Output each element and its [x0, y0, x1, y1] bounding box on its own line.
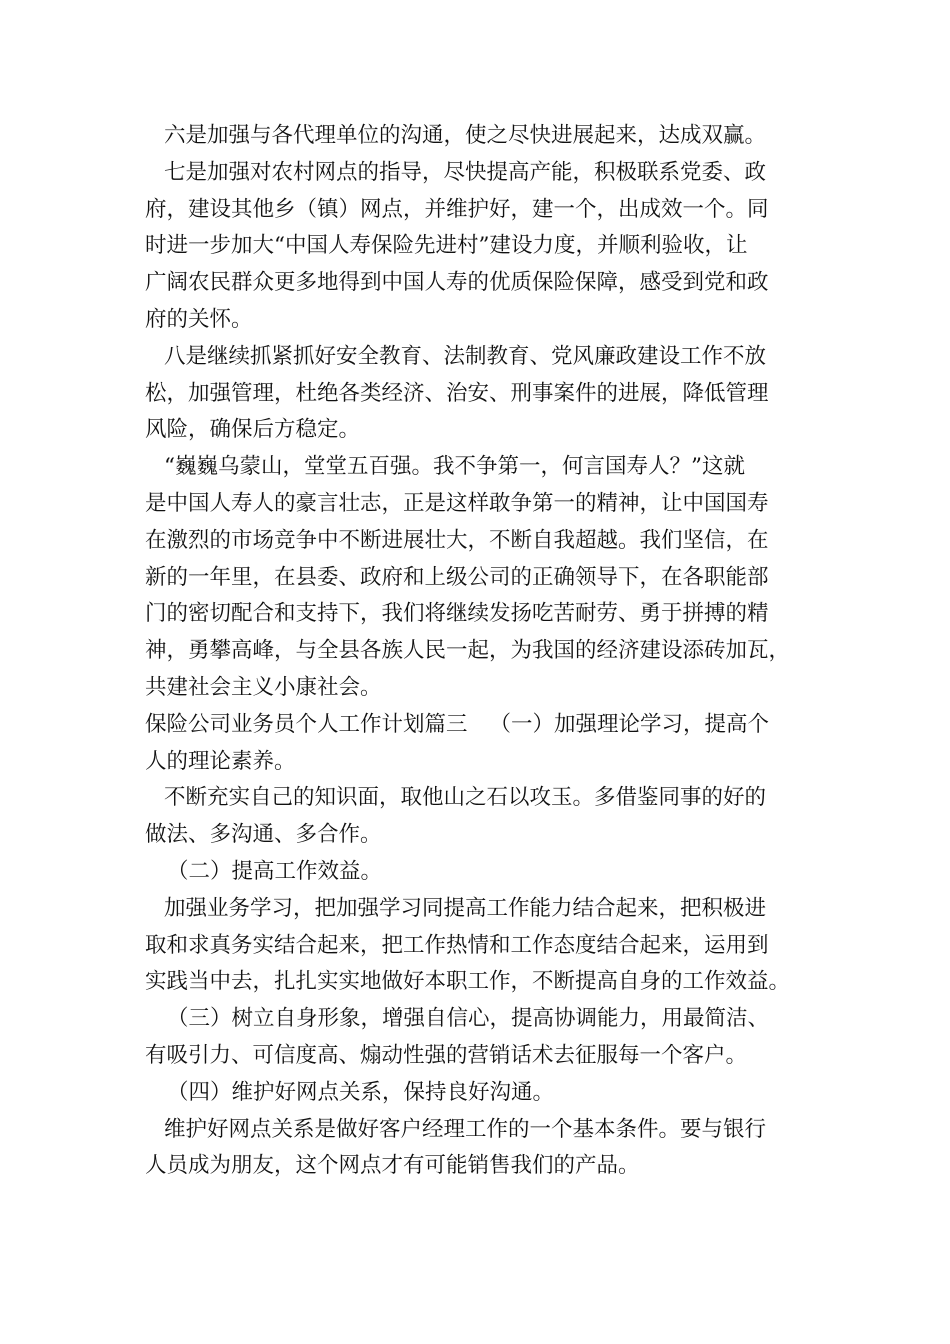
document-body [145, 118, 815, 1185]
paragraph-line: 是中国人寿人的豪言壮志，正是这样敢争第一的精神，让中国国寿 [145, 490, 769, 516]
subsection-heading: （一）加强理论学习，提高个 [489, 711, 770, 737]
section-title: 保险公司业务员个人工作计划篇三 [145, 711, 468, 737]
paragraph-line: 风险，确保后方稳定。 [145, 417, 361, 443]
subsection-heading: （四）维护好网点关系，保持良好沟通。 [167, 1079, 555, 1105]
paragraph-line: 松，加强管理，杜绝各类经济、治安、刑事案件的进展，降低管理 [145, 380, 769, 406]
paragraph-line: 维护好网点关系是做好客户经理工作的一个基本条件。要与银行 [164, 1116, 767, 1142]
section-heading-line [145, 707, 815, 744]
paragraph-line: 实践当中去，扎扎实实地做好本职工作，不断提高自身的工作效益。 [145, 969, 791, 995]
paragraph-line: 府的关怀。 [145, 306, 253, 332]
paragraph-line: 门的密切配合和支持下，我们将继续发扬吃苦耐劳、勇于拼搏的精 [145, 601, 769, 627]
paragraph-line: 人员成为朋友，这个网点才有可能销售我们的产品。 [145, 1153, 640, 1179]
paragraph-line: 人的理论素养。 [145, 748, 296, 774]
paragraph-line: 府，建设其他乡（镇）网点，并维护好，建一个，出成效一个。同 [145, 196, 769, 222]
paragraph-line: 七是加强对农村网点的指导，尽快提高产能，积极联系党委、政 [164, 159, 767, 185]
paragraph-line: 有吸引力、可信度高、煽动性强的营销话术去征服每一个客户。 [145, 1042, 748, 1068]
paragraph-line: 神，勇攀高峰，与全县各族人民一起，为我国的经济建设添砖加瓦， [145, 638, 791, 664]
paragraph-line: 共建社会主义小康社会。 [145, 674, 382, 700]
subsection-heading: （三）树立自身形象，增强自信心，提高协调能力，用最简洁、 [167, 1006, 770, 1032]
subsection-heading: （二）提高工作效益。 [167, 858, 383, 884]
paragraph-line: “巍巍乌蒙山，堂堂五百强。我不争第一，何言国寿人？”这就 [164, 454, 745, 480]
paragraph-line: 加强业务学习，把加强学习同提高工作能力结合起来，把积极进 [164, 895, 767, 921]
paragraph-line: 新的一年里，在县委、政府和上级公司的正确领导下，在各职能部 [145, 564, 769, 590]
paragraph-line: 六是加强与各代理单位的沟通，使之尽快进展起来，达成双赢。 [164, 123, 767, 148]
paragraph-line: 在激烈的市场竞争中不断进展壮大，不断自我超越。我们坚信，在 [145, 527, 769, 553]
paragraph-line: 八是继续抓紧抓好安全教育、法制教育、党风廉政建设工作不放 [164, 343, 767, 369]
paragraph-line: 取和求真务实结合起来，把工作热情和工作态度结合起来，运用到 [145, 932, 769, 958]
paragraph-line: 时进一步加大“中国人寿保险先进村”建设力度，并顺利验收，让 [145, 233, 748, 259]
paragraph-line: 广阔农民群众更多地得到中国人寿的优质保险保障，感受到党和政 [145, 270, 769, 296]
paragraph-line: 做法、多沟通、多合作。 [145, 822, 382, 848]
paragraph-line: 不断充实自己的知识面，取他山之石以攻玉。多借鉴同事的好的 [164, 785, 767, 811]
